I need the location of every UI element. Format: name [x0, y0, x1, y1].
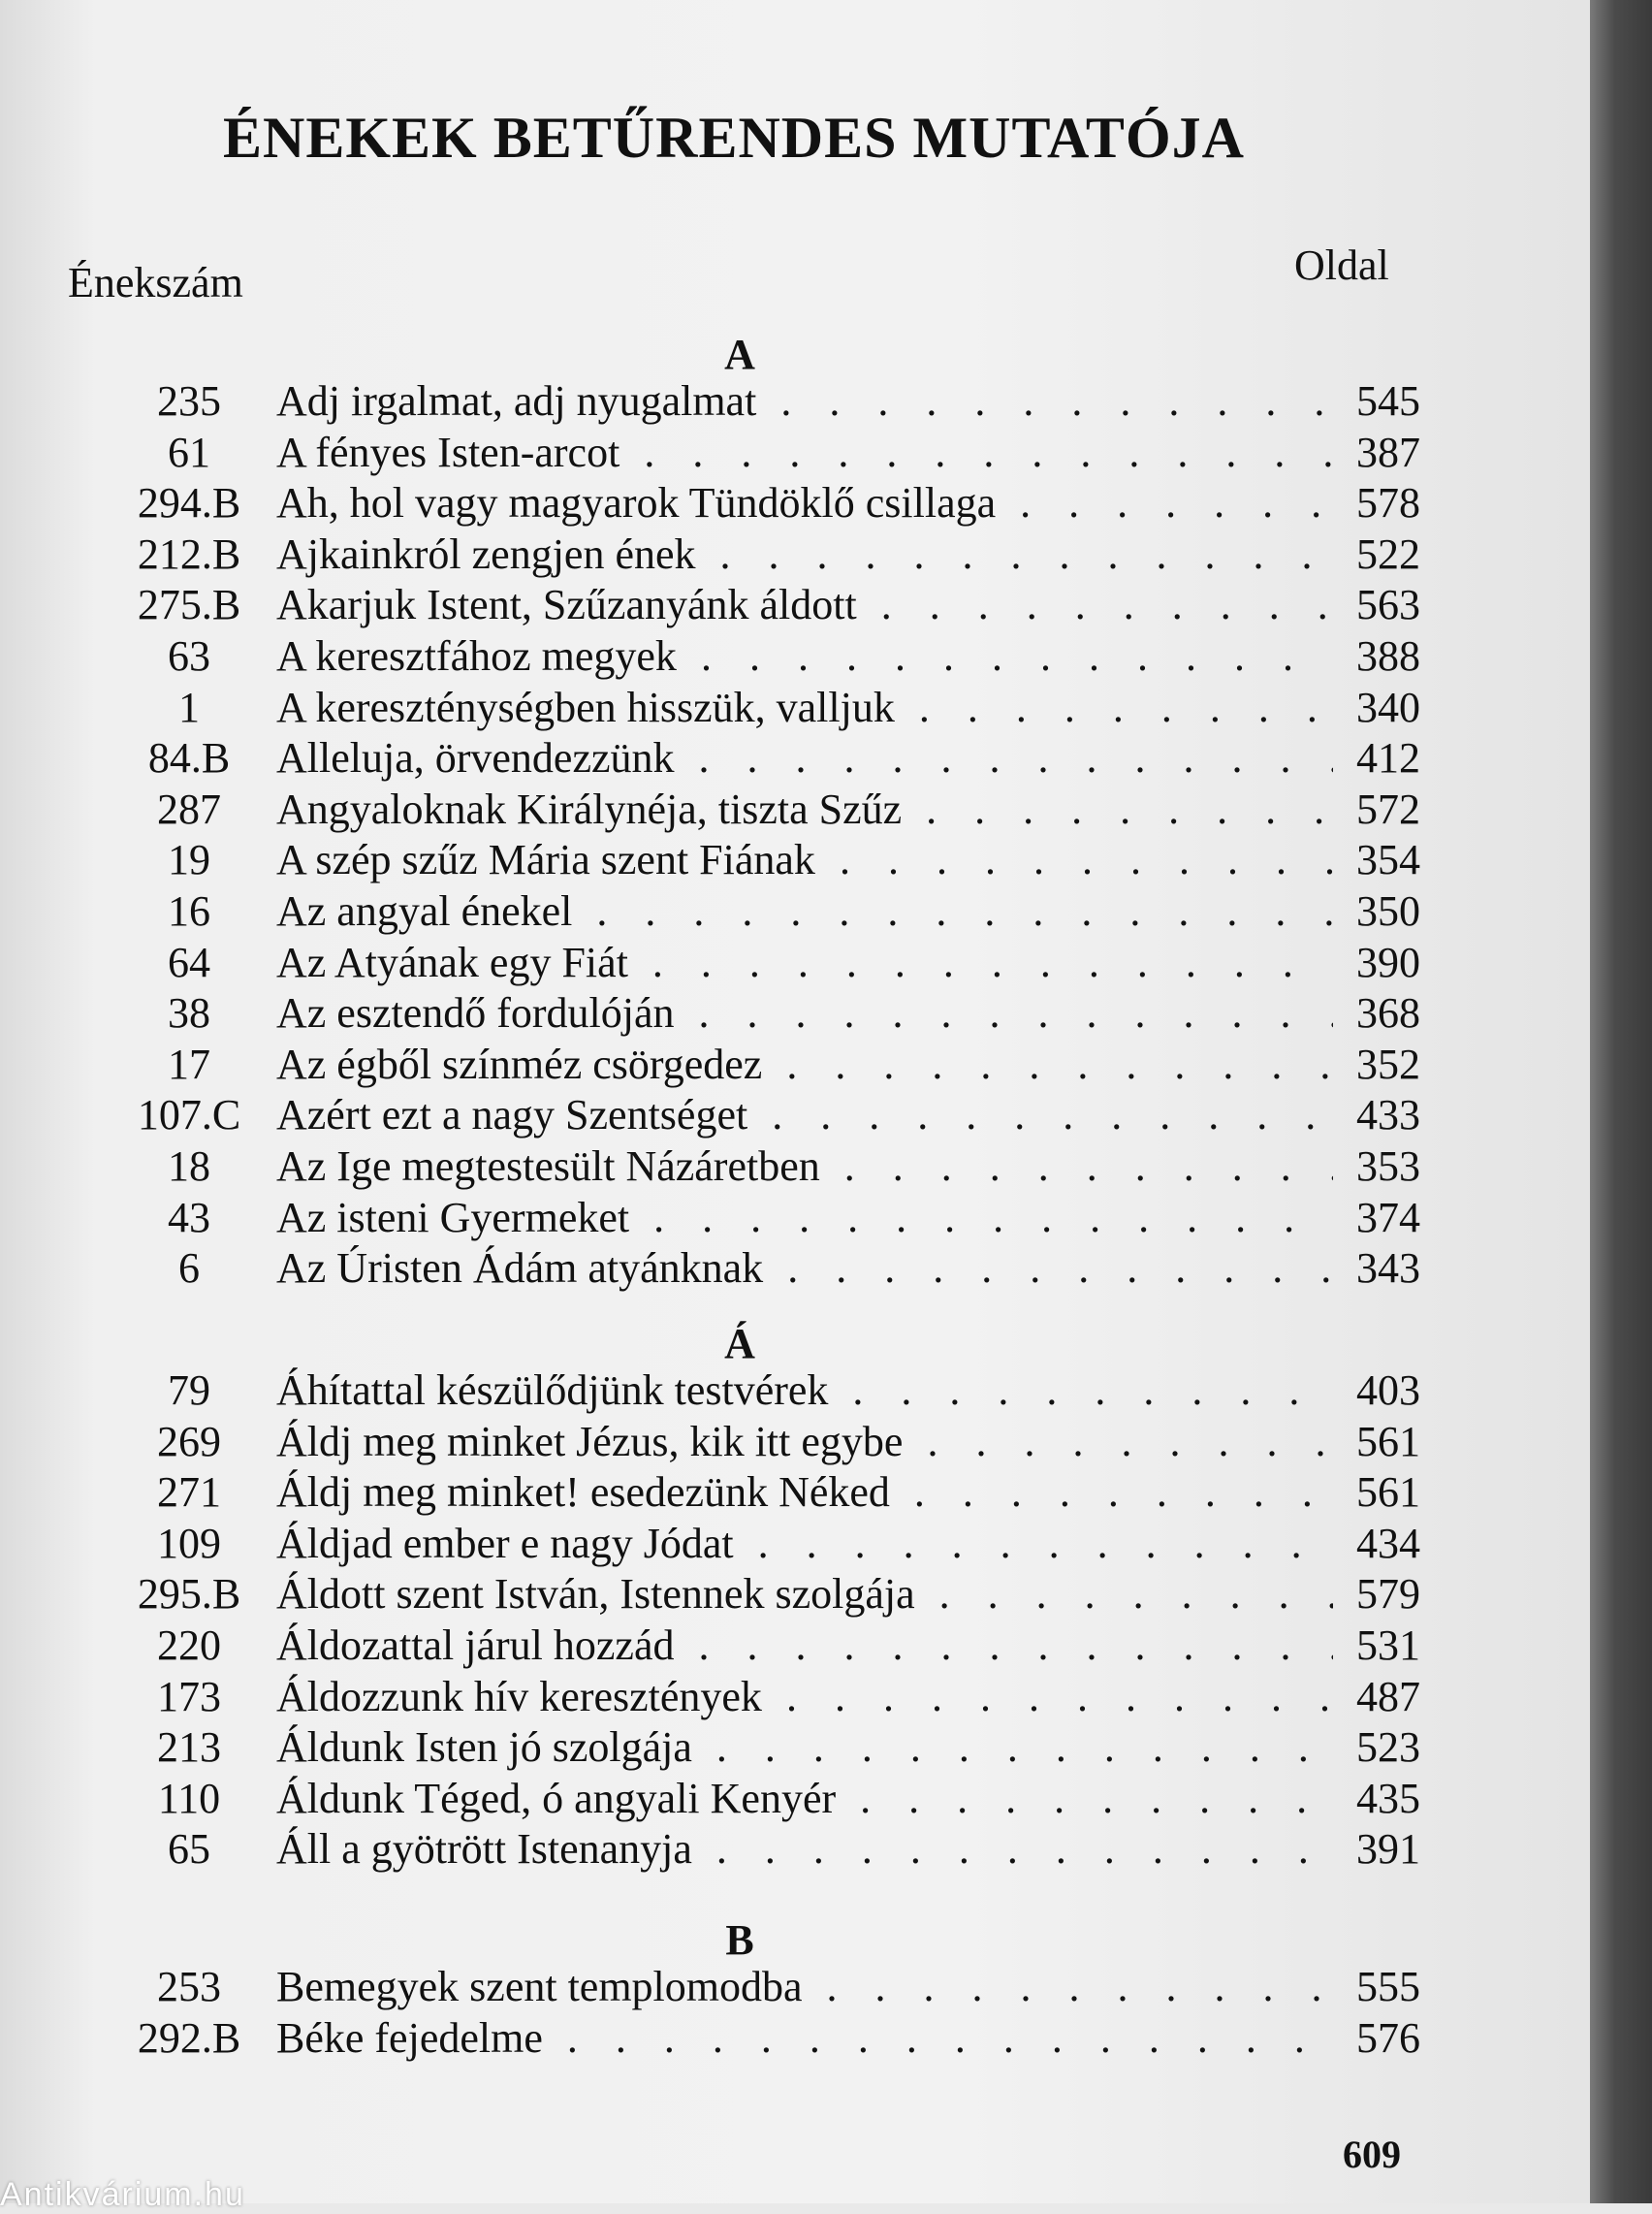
song-page: 390 [1356, 938, 1420, 986]
index-entry [111, 1040, 1420, 1090]
song-page: 412 [1356, 734, 1420, 783]
song-page: 391 [1356, 1825, 1420, 1874]
song-title: Áhítattal készülődjünk testvérek . . . [276, 1365, 1333, 1415]
song-title: Áldunk Isten jó szolgája . . . [276, 1722, 1333, 1772]
song-title: A fényes Isten-arcot . . . [276, 428, 1333, 477]
song-page: 579 [1356, 1570, 1420, 1619]
song-number: 253 [157, 1963, 221, 2010]
song-page: 433 [1356, 1091, 1420, 1139]
song-title: Az Úristen Ádám atyánknak . . . [276, 1243, 1333, 1293]
song-title: Áldj meg minket! esedezünk Néked . . . [276, 1467, 1333, 1517]
book-spine [1590, 0, 1652, 2203]
song-page: 563 [1356, 581, 1420, 629]
song-title: Béke fejedelme . . . [276, 2013, 1333, 2063]
song-page: 352 [1356, 1040, 1420, 1088]
song-title: Áll a gyötrött Istenanyja . . . [276, 1824, 1333, 1874]
song-title: Az angyal énekel . . . [276, 886, 1333, 936]
index-entry [111, 1672, 1420, 1722]
index-entry [111, 529, 1420, 580]
song-page: 561 [1356, 1417, 1420, 1465]
song-page: 368 [1356, 989, 1420, 1038]
song-number: 19 [168, 836, 210, 884]
song-number: 43 [168, 1193, 210, 1241]
section-letter: Á [724, 1320, 755, 1367]
song-number: 275.B [137, 581, 241, 629]
index-entry [111, 1090, 1420, 1140]
index-entry [111, 938, 1420, 988]
index-entry [111, 1467, 1420, 1518]
song-page: 343 [1356, 1244, 1420, 1293]
song-title: Alleluja, örvendezzünk . . . [276, 733, 1333, 783]
song-number: 212.B [137, 529, 241, 578]
song-page: 340 [1356, 683, 1420, 731]
song-number: 61 [168, 428, 210, 476]
index-entry [111, 683, 1420, 733]
index-entry [111, 478, 1420, 529]
song-page: 576 [1356, 2013, 1420, 2062]
song-number: 269 [157, 1417, 221, 1465]
song-title: Ah, hol vagy magyarok Tündöklő csillaga . . . [276, 478, 1333, 528]
song-title: Adj irgalmat, adj nyugalmat . . . [276, 376, 1333, 426]
song-page: 522 [1356, 529, 1420, 578]
index-entry [111, 886, 1420, 937]
song-number: 287 [157, 785, 221, 833]
song-number: 235 [157, 377, 221, 425]
song-page: 435 [1356, 1774, 1420, 1822]
song-title: Áldozzunk hív keresztények . . . [276, 1672, 1333, 1721]
song-page: 388 [1356, 632, 1420, 680]
index-entry [111, 733, 1420, 784]
index-entry [111, 1141, 1420, 1192]
song-page: 555 [1356, 1963, 1420, 2010]
page-title: ÉNEKEK BETŰRENDES MUTATÓJA [223, 106, 1245, 170]
index-entry [111, 428, 1420, 478]
index-entry [111, 1365, 1420, 1416]
index-entry [111, 1722, 1420, 1773]
page-number: 609 [1343, 2133, 1401, 2176]
column-header-song-number: Énekszám [68, 259, 243, 306]
index-entry [111, 2013, 1420, 2064]
index-entry [111, 1962, 1420, 2012]
song-title: Áldj meg minket Jézus, kik itt egybe . . . [276, 1417, 1333, 1466]
song-number: 220 [157, 1621, 221, 1669]
index-entry [111, 1519, 1420, 1569]
song-number: 38 [168, 989, 210, 1038]
song-title: Az esztendő fordulóján . . . [276, 988, 1333, 1038]
index-entry [111, 1243, 1420, 1294]
song-title: Azért ezt a nagy Szentséget . . . [276, 1090, 1333, 1139]
watermark: Antikvárium.hu [0, 2176, 245, 2213]
song-title: Bemegyek szent templomodba . . . [276, 1962, 1333, 2011]
song-page: 353 [1356, 1142, 1420, 1190]
song-number: 109 [157, 1519, 221, 1567]
song-page: 523 [1356, 1723, 1420, 1772]
song-page: 487 [1356, 1672, 1420, 1720]
song-title: Ajkainkról zengjen ének . . . [276, 529, 1333, 579]
index-entry [111, 785, 1420, 835]
song-number: 295.B [137, 1570, 241, 1619]
song-title: Az Ige megtestesült Názáretben . . . [276, 1141, 1333, 1191]
song-title: Angyaloknak Királynéja, tiszta Szűz . . . [276, 785, 1333, 834]
song-title: Az isteni Gyermeket . . . [276, 1193, 1333, 1242]
song-number: 1 [178, 683, 200, 731]
index-entry [111, 835, 1420, 885]
song-number: 110 [157, 1774, 221, 1822]
song-title: Az égből színméz csörgedez . . . [276, 1040, 1333, 1089]
index-entry [111, 580, 1420, 630]
song-page: 403 [1356, 1366, 1420, 1414]
song-number: 6 [178, 1244, 200, 1293]
index-entry [111, 1193, 1420, 1243]
index-entry [111, 1417, 1420, 1467]
song-page: 531 [1356, 1621, 1420, 1669]
song-title: A keresztfához megyek . . . [276, 631, 1333, 681]
song-number: 84.B [147, 734, 231, 783]
section-letter: A [724, 331, 755, 378]
index-entry [111, 1824, 1420, 1875]
index-entry [111, 1569, 1420, 1620]
song-number: 79 [168, 1366, 210, 1414]
song-page: 572 [1356, 785, 1420, 833]
song-page: 354 [1356, 836, 1420, 884]
song-number: 16 [168, 887, 210, 935]
index-entry [111, 631, 1420, 682]
song-page: 350 [1356, 887, 1420, 935]
song-page: 545 [1356, 377, 1420, 425]
song-page: 374 [1356, 1193, 1420, 1241]
song-number: 292.B [137, 2013, 241, 2062]
index-entry [111, 1620, 1420, 1671]
song-page: 561 [1356, 1468, 1420, 1517]
song-title: A szép szűz Mária szent Fiának . . . [276, 835, 1333, 884]
song-number: 18 [168, 1142, 210, 1190]
song-title: Áldott szent István, Istennek szolgája . . . [276, 1569, 1333, 1619]
song-number: 64 [168, 938, 210, 986]
song-title: A kereszténységben hisszük, valljuk . . . [276, 683, 1333, 732]
song-title: Áldjad ember e nagy Jódat . . . [276, 1519, 1333, 1568]
song-title: Az Atyának egy Fiát . . . [276, 938, 1333, 987]
song-title: Áldunk Téged, ó angyali Kenyér . . . [276, 1774, 1333, 1823]
index-entry [111, 376, 1420, 427]
song-number: 17 [168, 1040, 210, 1088]
song-number: 107.C [137, 1091, 241, 1139]
song-page: 578 [1356, 479, 1420, 528]
song-number: 271 [157, 1468, 221, 1517]
song-number: 294.B [137, 479, 241, 528]
song-number: 173 [157, 1672, 221, 1720]
song-number: 65 [168, 1825, 210, 1874]
song-page: 434 [1356, 1519, 1420, 1567]
section-letter: B [725, 1916, 754, 1964]
song-number: 63 [168, 632, 210, 680]
index-entry [111, 988, 1420, 1039]
song-page: 387 [1356, 428, 1420, 476]
song-number: 213 [157, 1723, 221, 1772]
song-title: Akarjuk Istent, Szűzanyánk áldott . . . [276, 580, 1333, 629]
column-header-page: Oldal [1294, 241, 1389, 289]
song-title: Áldozattal járul hozzád . . . [276, 1620, 1333, 1670]
index-entry [111, 1774, 1420, 1824]
